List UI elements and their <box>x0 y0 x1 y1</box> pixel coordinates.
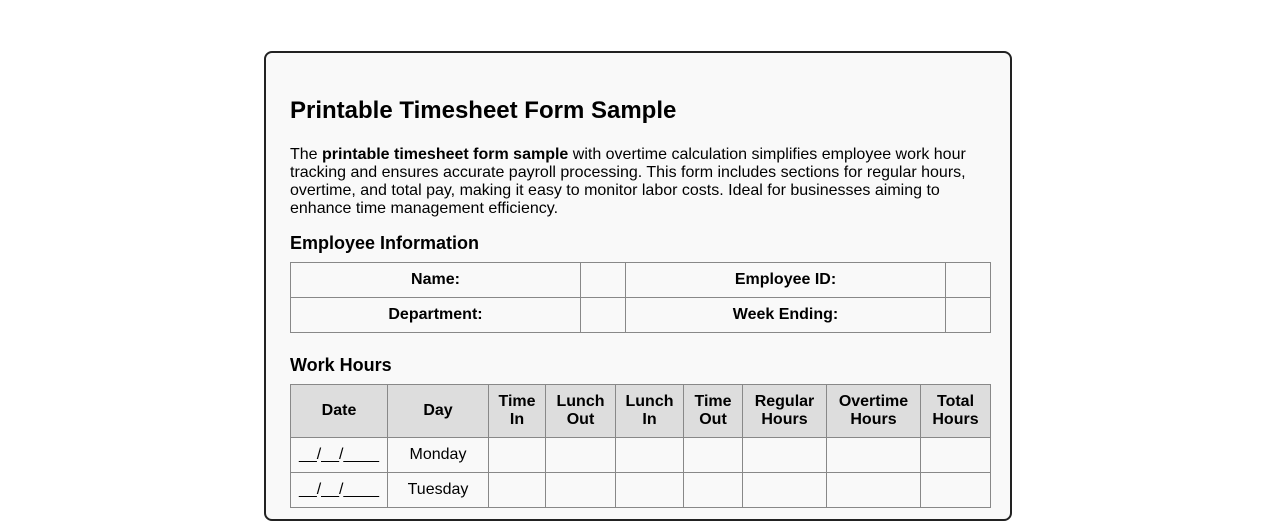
name-label: Name: <box>291 263 581 298</box>
lunch-out-cell[interactable] <box>546 438 616 473</box>
col-date <box>291 385 388 438</box>
lunch-out-cell[interactable] <box>546 473 616 508</box>
department-field[interactable] <box>581 298 626 333</box>
col-time-in <box>489 385 546 438</box>
work-hours-heading: Work Hours <box>290 355 392 375</box>
time-in-cell[interactable] <box>489 473 546 508</box>
col-regular-hours <box>743 385 827 438</box>
employee-row-2 <box>291 298 991 333</box>
name-field[interactable] <box>581 263 626 298</box>
employee-info-table <box>290 262 991 333</box>
col-overtime-hours <box>827 385 921 438</box>
col-lunch-out <box>546 385 616 438</box>
lunch-in-cell[interactable] <box>616 473 684 508</box>
time-out-cell[interactable] <box>684 438 743 473</box>
col-time-in-line1: Time <box>498 393 536 410</box>
col-lunch-in-line1: Lunch <box>625 393 674 410</box>
col-total-hours-line1: Total <box>936 393 975 410</box>
col-lunch-in-line2: In <box>642 411 657 428</box>
week-ending-field[interactable] <box>946 298 991 333</box>
table-row <box>291 473 991 508</box>
department-label: Department: <box>291 298 581 333</box>
date-cell[interactable]: __/__/____ <box>291 473 388 508</box>
overtime-hours-cell[interactable] <box>827 473 921 508</box>
col-time-out-line1: Time <box>694 393 732 410</box>
work-hours-header-row <box>291 385 991 438</box>
col-lunch-out-line2: Out <box>566 411 595 428</box>
col-lunch-out-line1: Lunch <box>556 393 605 410</box>
col-overtime-hours-line2: Hours <box>850 411 897 428</box>
col-total-hours <box>921 385 991 438</box>
total-hours-cell[interactable] <box>921 438 991 473</box>
work-hours-table <box>290 384 991 508</box>
col-time-out <box>684 385 743 438</box>
employee-row-1 <box>291 263 991 298</box>
col-date-label: Date <box>321 402 357 419</box>
time-out-cell[interactable] <box>684 473 743 508</box>
timesheet-card <box>264 51 1012 521</box>
col-day <box>388 385 489 438</box>
table-row <box>291 438 991 473</box>
employee-id-field[interactable] <box>946 263 991 298</box>
time-in-cell[interactable] <box>489 438 546 473</box>
col-time-out-line2: Out <box>699 411 727 428</box>
col-lunch-in <box>616 385 684 438</box>
intro-text-start: The <box>290 146 323 163</box>
day-cell: Tuesday <box>388 473 489 508</box>
week-ending-label: Week Ending: <box>626 298 946 333</box>
intro-paragraph <box>290 146 990 218</box>
employee-info-heading: Employee Information <box>290 233 480 253</box>
col-time-in-line2: In <box>509 411 525 428</box>
total-hours-cell[interactable] <box>921 473 991 508</box>
page-title: Printable Timesheet Form Sample <box>290 97 677 124</box>
col-overtime-hours-line1: Overtime <box>838 393 909 410</box>
col-day-label: Day <box>423 402 453 419</box>
day-cell: Monday <box>388 438 489 473</box>
regular-hours-cell[interactable] <box>743 438 827 473</box>
col-regular-hours-line2: Hours <box>761 411 808 428</box>
col-total-hours-line2: Hours <box>932 411 979 428</box>
col-regular-hours-line1: Regular <box>754 393 815 410</box>
intro-text-end: with overtime calculation simplifies employee work hour tracking and ensures accurate payroll processing. This form includes sections for regular hours, overtime, and total pay, making it easy to monitor labor costs. Ideal for businesses aiming to enhance time management efficiency. <box>290 146 966 217</box>
lunch-in-cell[interactable] <box>616 438 684 473</box>
regular-hours-cell[interactable] <box>743 473 827 508</box>
intro-bold-text: printable timesheet form sample <box>322 146 569 163</box>
date-cell[interactable]: __/__/____ <box>291 438 388 473</box>
employee-id-label: Employee ID: <box>626 263 946 298</box>
overtime-hours-cell[interactable] <box>827 438 921 473</box>
